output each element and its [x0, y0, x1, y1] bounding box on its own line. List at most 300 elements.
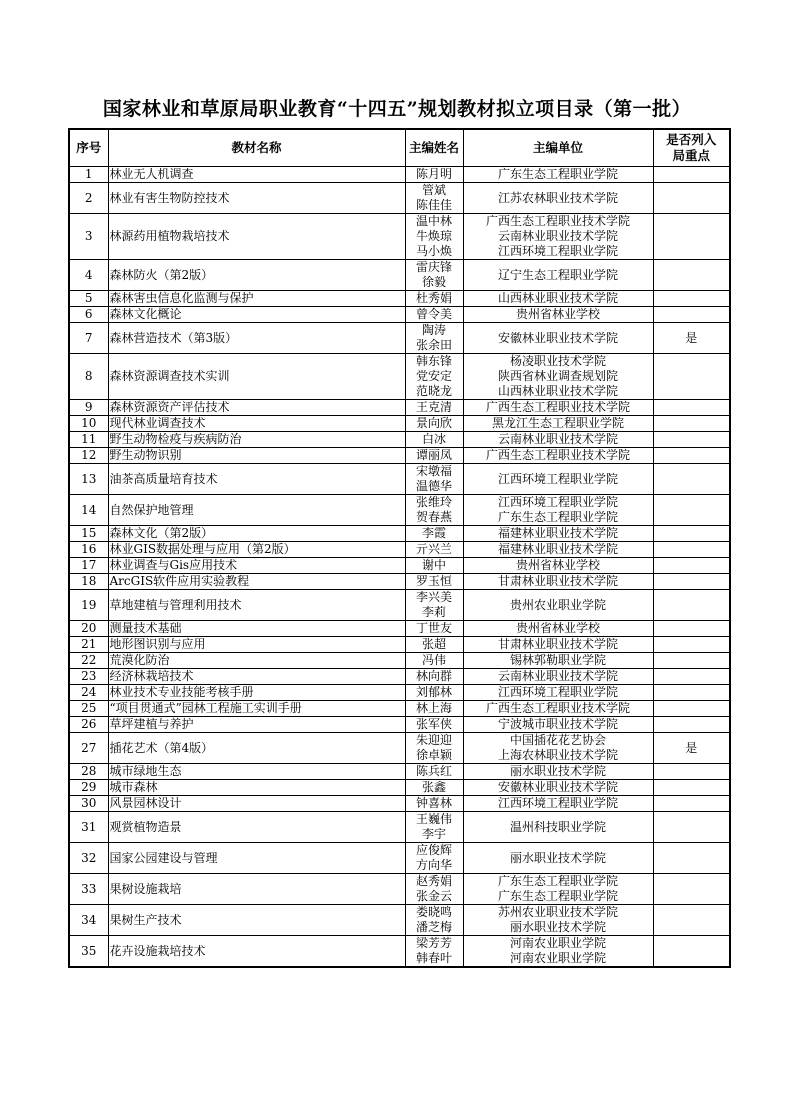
cell-line: 甘肃林业职业技术学院 — [497, 637, 618, 651]
cell-line: 11 — [81, 432, 97, 446]
key-flag-cell — [653, 464, 730, 495]
table-row — [69, 796, 730, 812]
page-title: 国家林业和草原局职业教育“十四五”规划教材拟立项目录（第一批） — [102, 98, 692, 120]
editor-unit-cell — [463, 621, 653, 637]
cell-line: 宁波城市职业技术学院 — [497, 717, 618, 731]
table-row — [69, 874, 730, 905]
cell-line: 张金云 — [415, 889, 452, 903]
cell-line: 张鑫 — [421, 780, 446, 794]
cell-line: 广东生态工程职业学院 — [497, 510, 618, 524]
cell-line: 丽水职业技术学院 — [509, 920, 606, 934]
editor-name-cell — [405, 183, 463, 214]
row-number-cell — [69, 637, 108, 653]
table-row — [69, 637, 730, 653]
editor-unit-cell — [463, 167, 653, 183]
table-row — [69, 590, 730, 621]
editor-name-cell — [405, 717, 463, 733]
cell-line: 张维玲 — [415, 495, 452, 509]
cell-line: 安徽林业职业技术学院 — [497, 780, 618, 794]
row-number-cell — [69, 590, 108, 621]
cell-line: 野生动物识别 — [109, 448, 182, 462]
textbook-name-cell — [108, 214, 405, 260]
cell-line: 广东生态工程职业学院 — [497, 889, 618, 903]
cell-line: 广西生态工程职业技术学院 — [485, 448, 630, 462]
cell-line: 12 — [81, 448, 97, 462]
key-flag-cell — [653, 416, 730, 432]
cell-line: 主编单位 — [532, 140, 583, 155]
row-number-cell — [69, 905, 108, 936]
cell-line: 韩春叶 — [415, 951, 452, 965]
cell-line: 28 — [81, 764, 97, 778]
textbook-name-cell — [108, 526, 405, 542]
editor-name-cell — [405, 354, 463, 400]
key-flag-cell — [653, 701, 730, 717]
cell-line: 韩东锋 — [415, 354, 452, 368]
cell-line: 安徽林业职业技术学院 — [497, 330, 618, 345]
row-number-cell — [69, 621, 108, 637]
row-number-cell — [69, 542, 108, 558]
cell-line: 丽水职业技术学院 — [509, 850, 606, 865]
cell-line: 森林资源调查技术实训 — [109, 369, 230, 383]
row-number-cell — [69, 526, 108, 542]
row-number-cell — [69, 448, 108, 464]
textbook-name-cell — [108, 307, 405, 323]
table-body — [69, 167, 730, 968]
editor-name-cell — [405, 653, 463, 669]
key-flag-cell — [653, 260, 730, 291]
cell-line: 森林营造技术（第3版） — [109, 330, 238, 345]
editor-unit-cell — [463, 796, 653, 812]
editor-unit-cell — [463, 637, 653, 653]
cell-line: 福建林业职业技术学院 — [497, 526, 618, 540]
cell-line: 29 — [81, 780, 97, 794]
cell-line: 插花艺术（第4版） — [109, 740, 214, 755]
column-header — [108, 129, 405, 167]
textbook-name-cell — [108, 717, 405, 733]
cell-line: 13 — [81, 471, 97, 486]
row-number-cell — [69, 167, 108, 183]
cell-line: 温州科技职业学院 — [509, 819, 606, 834]
cell-line: 33 — [81, 881, 97, 896]
editor-name-cell — [405, 621, 463, 637]
cell-line: 江苏农林职业技术学院 — [497, 190, 618, 205]
cell-line: 18 — [81, 574, 97, 588]
cell-line: 林上海 — [415, 701, 452, 715]
editor-unit-cell — [463, 495, 653, 526]
cell-line: 娄晓鸣 — [415, 905, 452, 919]
key-flag-cell — [653, 812, 730, 843]
cell-line: 河南农业职业学院 — [509, 936, 606, 950]
cell-line: 贵州省林业学校 — [515, 307, 600, 321]
editor-unit-cell — [463, 764, 653, 780]
textbook-name-cell — [108, 701, 405, 717]
row-number-cell — [69, 354, 108, 400]
cell-line: 35 — [81, 943, 97, 958]
editor-unit-cell — [463, 780, 653, 796]
key-flag-cell — [653, 796, 730, 812]
row-number-cell — [69, 495, 108, 526]
textbook-name-cell — [108, 874, 405, 905]
key-flag-cell — [653, 764, 730, 780]
editor-name-cell — [405, 764, 463, 780]
cell-line: 王克清 — [415, 400, 452, 414]
cell-line: 34 — [81, 912, 97, 927]
row-number-cell — [69, 416, 108, 432]
row-number-cell — [69, 874, 108, 905]
editor-unit-cell — [463, 717, 653, 733]
textbook-name-cell — [108, 812, 405, 843]
editor-name-cell — [405, 701, 463, 717]
cell-line: 广西生态工程职业技术学院 — [485, 214, 630, 228]
table-row — [69, 936, 730, 968]
cell-line: 罗玉恒 — [415, 574, 452, 588]
cell-line: 17 — [81, 558, 97, 572]
row-number-cell — [69, 214, 108, 260]
cell-line: 19 — [81, 597, 97, 612]
editor-name-cell — [405, 780, 463, 796]
table-row — [69, 574, 730, 590]
cell-line: 张余田 — [415, 338, 452, 352]
cell-line: 森林文化（第2版） — [109, 526, 214, 540]
cell-line: 苏州农业职业技术学院 — [497, 905, 618, 919]
editor-unit-cell — [463, 542, 653, 558]
key-flag-cell — [653, 291, 730, 307]
editor-unit-cell — [463, 653, 653, 669]
key-flag-cell — [653, 167, 730, 183]
cell-line: 广东生态工程职业学院 — [497, 167, 618, 181]
cell-line: ArcGIS软件应用实验教程 — [109, 574, 250, 588]
editor-unit-cell — [463, 464, 653, 495]
cell-line: 谭丽凤 — [415, 448, 452, 462]
cell-line: 王巍伟 — [415, 812, 452, 826]
row-number-cell — [69, 323, 108, 354]
table-row — [69, 214, 730, 260]
editor-unit-cell — [463, 733, 653, 764]
cell-line: 山西林业职业技术学院 — [497, 291, 618, 305]
cell-line: 26 — [81, 717, 97, 731]
cell-line: 25 — [81, 701, 97, 715]
table-row — [69, 354, 730, 400]
row-number-cell — [69, 464, 108, 495]
key-flag-cell — [653, 574, 730, 590]
editor-name-cell — [405, 400, 463, 416]
table-row — [69, 812, 730, 843]
key-flag-cell — [653, 843, 730, 874]
cell-line: 林业有害生物防控技术 — [109, 190, 230, 205]
editor-name-cell — [405, 260, 463, 291]
editor-name-cell — [405, 323, 463, 354]
table-row — [69, 669, 730, 685]
textbook-name-cell — [108, 637, 405, 653]
editor-name-cell — [405, 432, 463, 448]
cell-line: 徐毅 — [421, 275, 446, 289]
textbook-name-cell — [108, 558, 405, 574]
key-flag-cell — [653, 780, 730, 796]
cell-line: 序号 — [76, 140, 102, 155]
cell-line: 梁芳芳 — [415, 936, 452, 950]
cell-line: 白冰 — [421, 432, 446, 446]
editor-unit-cell — [463, 416, 653, 432]
cell-line: 广西生态工程职业技术学院 — [485, 400, 630, 414]
key-flag-cell — [653, 558, 730, 574]
cell-line: 温中林 — [415, 214, 452, 228]
cell-line: 油茶高质量培育技术 — [109, 471, 218, 486]
cell-line: 李兴美 — [415, 590, 452, 604]
cell-line: 曾令美 — [415, 307, 452, 321]
key-flag-cell — [653, 717, 730, 733]
cell-line: 黑龙江生态工程职业学院 — [491, 416, 624, 430]
cell-line: 主编姓名 — [408, 140, 459, 155]
column-header — [405, 129, 463, 167]
editor-unit-cell — [463, 936, 653, 968]
cell-line: 花卉设施栽培技术 — [109, 943, 206, 958]
cell-line: 14 — [81, 502, 97, 517]
cell-line: 江西环境工程职业学院 — [497, 471, 618, 486]
cell-line: 林业无人机调查 — [109, 167, 194, 181]
cell-line: 陶涛 — [421, 323, 446, 337]
cell-line: 贵州省林业学校 — [515, 621, 600, 635]
cell-line: 杜秀娟 — [415, 291, 452, 305]
cell-line: 陈月明 — [415, 167, 452, 181]
column-header — [653, 129, 730, 167]
key-flag-cell — [653, 448, 730, 464]
cell-line: 森林资源资产评估技术 — [109, 400, 230, 414]
cell-line: 9 — [84, 400, 93, 414]
textbook-name-cell — [108, 685, 405, 701]
table-row — [69, 558, 730, 574]
editor-unit-cell — [463, 307, 653, 323]
key-flag-cell — [653, 542, 730, 558]
cell-line: 测量技术基础 — [109, 621, 182, 635]
key-flag-cell — [653, 307, 730, 323]
editor-unit-cell — [463, 260, 653, 291]
table-row — [69, 495, 730, 526]
cell-line: 江西环境工程职业学院 — [497, 685, 618, 699]
editor-name-cell — [405, 416, 463, 432]
cell-line: 云南林业职业技术学院 — [497, 229, 618, 243]
editor-unit-cell — [463, 574, 653, 590]
table-row — [69, 905, 730, 936]
table-row — [69, 526, 730, 542]
cell-line: 甘肃林业职业技术学院 — [497, 574, 618, 588]
cell-line: 观赏植物造景 — [109, 819, 182, 834]
cell-line: 谢中 — [421, 558, 446, 572]
cell-line: 锡林郭勒职业学院 — [509, 653, 606, 667]
textbook-name-cell — [108, 733, 405, 764]
cell-line: 果树设施栽培 — [109, 881, 182, 896]
row-number-cell — [69, 307, 108, 323]
editor-unit-cell — [463, 685, 653, 701]
cell-line: 李莉 — [421, 605, 446, 619]
editor-unit-cell — [463, 590, 653, 621]
row-number-cell — [69, 653, 108, 669]
table-row — [69, 653, 730, 669]
cell-line: 雷庆锋 — [415, 260, 452, 274]
row-number-cell — [69, 574, 108, 590]
table-row — [69, 183, 730, 214]
cell-line: 广西生态工程职业技术学院 — [485, 701, 630, 715]
textbook-name-cell — [108, 354, 405, 400]
cell-line: 陕西省林业调查规划院 — [497, 369, 618, 383]
row-number-cell — [69, 812, 108, 843]
key-flag-cell — [653, 323, 730, 354]
table-row — [69, 701, 730, 717]
key-flag-cell — [653, 653, 730, 669]
textbook-name-cell — [108, 796, 405, 812]
editor-unit-cell — [463, 183, 653, 214]
editor-name-cell — [405, 796, 463, 812]
cell-line: 20 — [81, 621, 97, 635]
cell-line: 潘芝梅 — [415, 920, 452, 934]
textbook-name-cell — [108, 183, 405, 214]
table-row — [69, 307, 730, 323]
textbook-name-cell — [108, 653, 405, 669]
cell-line: 15 — [81, 526, 97, 540]
key-flag-cell — [653, 432, 730, 448]
row-number-cell — [69, 685, 108, 701]
cell-line: “项目贯通式”园林工程施工实训手册 — [109, 701, 302, 715]
table-row — [69, 733, 730, 764]
cell-line: 荒漠化防治 — [109, 653, 170, 667]
row-number-cell — [69, 400, 108, 416]
textbook-name-cell — [108, 905, 405, 936]
cell-line: 云南林业职业技术学院 — [497, 432, 618, 446]
table-row — [69, 780, 730, 796]
table-row — [69, 542, 730, 558]
key-flag-cell — [653, 214, 730, 260]
table-row — [69, 764, 730, 780]
cell-line: 7 — [84, 330, 93, 345]
cell-line: 林业GIS数据处理与应用（第2版） — [109, 542, 296, 556]
editor-name-cell — [405, 874, 463, 905]
textbook-name-cell — [108, 432, 405, 448]
cell-line: 3 — [84, 229, 93, 243]
textbook-name-cell — [108, 464, 405, 495]
cell-line: 27 — [81, 740, 97, 755]
table-row — [69, 291, 730, 307]
row-number-cell — [69, 432, 108, 448]
cell-line: 现代林业调查技术 — [109, 416, 206, 430]
row-number-cell — [69, 796, 108, 812]
cell-line: 21 — [81, 637, 97, 651]
editor-unit-cell — [463, 354, 653, 400]
table-row — [69, 167, 730, 183]
cell-line: 经济林栽培技术 — [109, 669, 194, 683]
table-row — [69, 621, 730, 637]
textbook-name-cell — [108, 621, 405, 637]
cell-line: 是否列入 — [666, 132, 717, 147]
cell-line: 野生动物检疫与疾病防治 — [109, 432, 242, 446]
row-number-cell — [69, 558, 108, 574]
key-flag-cell — [653, 621, 730, 637]
editor-unit-cell — [463, 669, 653, 685]
cell-line: 草地建植与管理利用技术 — [109, 597, 242, 612]
key-flag-cell — [653, 936, 730, 968]
cell-line: 30 — [81, 796, 97, 810]
editor-name-cell — [405, 526, 463, 542]
row-number-cell — [69, 260, 108, 291]
cell-line: 辽宁生态工程职业学院 — [497, 267, 618, 282]
row-number-cell — [69, 717, 108, 733]
key-flag-cell — [653, 526, 730, 542]
editor-name-cell — [405, 637, 463, 653]
cell-line: 国家公园建设与管理 — [109, 850, 218, 865]
editor-unit-cell — [463, 843, 653, 874]
row-number-cell — [69, 936, 108, 968]
editor-unit-cell — [463, 558, 653, 574]
cell-line: 景向欣 — [415, 416, 452, 430]
cell-line: 江西环境工程职业学院 — [497, 495, 618, 509]
table-row — [69, 400, 730, 416]
table-header-row — [69, 129, 730, 167]
cell-line: 4 — [84, 267, 93, 282]
cell-line: 局重点 — [672, 148, 710, 163]
cell-line: 森林文化概论 — [109, 307, 182, 321]
editor-name-cell — [405, 669, 463, 685]
textbook-name-cell — [108, 416, 405, 432]
textbook-name-cell — [108, 323, 405, 354]
textbook-name-cell — [108, 167, 405, 183]
editor-name-cell — [405, 733, 463, 764]
cell-line: 2 — [84, 190, 93, 205]
editor-name-cell — [405, 936, 463, 968]
editor-unit-cell — [463, 214, 653, 260]
cell-line: 刘郁林 — [415, 685, 452, 699]
key-flag-cell — [653, 905, 730, 936]
cell-line: 冯伟 — [421, 653, 446, 667]
cell-line: 管斌 — [421, 183, 446, 197]
key-flag-cell — [653, 733, 730, 764]
editor-name-cell — [405, 464, 463, 495]
editor-name-cell — [405, 574, 463, 590]
table-row — [69, 717, 730, 733]
cell-line: 24 — [81, 685, 97, 699]
textbook-name-cell — [108, 291, 405, 307]
row-number-cell — [69, 701, 108, 717]
cell-line: 张超 — [421, 637, 446, 651]
cell-line: 草坪建植与养护 — [109, 717, 194, 731]
cell-line: 张军侠 — [415, 717, 452, 731]
key-flag-cell — [653, 637, 730, 653]
cell-line: 钟喜林 — [415, 796, 452, 810]
editor-unit-cell — [463, 448, 653, 464]
cell-line: 风景园林设计 — [109, 796, 182, 810]
cell-line: 林业技术专业技能考核手册 — [109, 685, 254, 699]
editor-name-cell — [405, 291, 463, 307]
cell-line: 贵州农业职业学院 — [509, 597, 606, 612]
editor-unit-cell — [463, 905, 653, 936]
cell-line: 32 — [81, 850, 97, 865]
row-number-cell — [69, 183, 108, 214]
key-flag-cell — [653, 354, 730, 400]
editor-name-cell — [405, 590, 463, 621]
editor-name-cell — [405, 214, 463, 260]
cell-line: 上海农林职业技术学院 — [497, 748, 618, 762]
cell-line: 马小焕 — [415, 244, 452, 258]
editor-name-cell — [405, 812, 463, 843]
cell-line: 贺春燕 — [415, 510, 452, 524]
cell-line: 牛焕琼 — [415, 229, 452, 243]
cell-line: 8 — [84, 369, 93, 383]
cell-line: 10 — [81, 416, 97, 430]
row-number-cell — [69, 764, 108, 780]
cell-line: 林向群 — [415, 669, 452, 683]
cell-line: 林业调查与Gis应用技术 — [109, 558, 238, 572]
table-row — [69, 685, 730, 701]
editor-unit-cell — [463, 526, 653, 542]
key-flag-cell — [653, 183, 730, 214]
cell-line: 广东生态工程职业学院 — [497, 874, 618, 888]
